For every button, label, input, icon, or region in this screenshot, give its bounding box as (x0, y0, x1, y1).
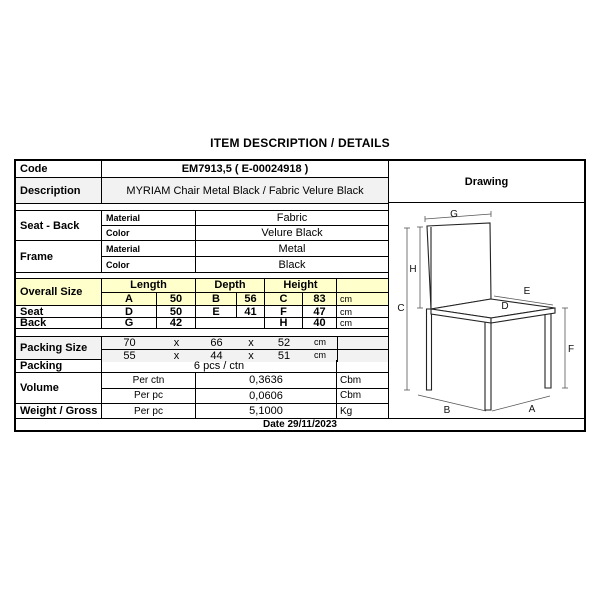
size-cell: A (102, 293, 157, 306)
row-back (16, 318, 388, 329)
depth-header: Depth (196, 279, 265, 292)
material-label: Material (102, 211, 196, 225)
dim-label-E: E (523, 286, 531, 297)
row-weight-gross (16, 404, 388, 418)
packing-size-row-1 (102, 337, 388, 349)
size-cell: G (102, 318, 157, 328)
packing-empty-cell (337, 337, 388, 349)
frame-color-row (102, 256, 388, 272)
per-pc-label: Per pc (102, 404, 196, 418)
size-empty-cell (196, 318, 265, 328)
chair-drawing (389, 203, 585, 418)
dim-label-G: G (450, 209, 458, 220)
unit-cell: Cbm (340, 390, 362, 402)
weight-value: 5,1000 (196, 404, 337, 418)
size-header-row (102, 279, 388, 292)
code-value: EM7913,5 ( E-00024918 ) (181, 163, 309, 175)
chair-right-leg (545, 309, 551, 388)
times-symbol: x (248, 350, 254, 362)
drawing-panel (388, 161, 584, 418)
height-header: Height (265, 279, 337, 292)
packing-value: 66 (210, 337, 223, 349)
size-cell: F (265, 306, 303, 317)
volume-per-ctn-row (102, 373, 388, 388)
size-cell: D (102, 306, 157, 317)
length-header: Length (102, 279, 196, 292)
seat-back-color-row (102, 225, 388, 240)
volume-per-pc-row (102, 388, 388, 404)
packing-value: 52 (277, 337, 291, 349)
packing-value: 44 (210, 350, 223, 362)
volume-per-ctn-value: 0,3636 (196, 373, 337, 388)
volume-per-pc-value: 0,0606 (196, 389, 337, 404)
size-cell: 40 (303, 318, 337, 328)
spacer-row (16, 204, 388, 211)
frame-color-value: Black (278, 258, 306, 271)
size-cell: B (196, 293, 237, 306)
date-row: Date 29/11/2023 (16, 418, 584, 430)
overall-size-label: Overall Size (16, 279, 102, 305)
chair-drawing-svg (389, 203, 585, 418)
unit-cell: cm (340, 306, 352, 317)
size-cell: 50 (157, 293, 196, 306)
per-ctn-label: Per ctn (102, 373, 196, 388)
back-label: Back (16, 318, 102, 328)
seat-label: Seat (16, 306, 102, 317)
row-overall-size (16, 279, 388, 306)
volume-label: Volume (16, 373, 102, 403)
spacer-row (16, 329, 388, 337)
weight-gross-label: Weight / Gross (16, 404, 102, 418)
unit-label: cm (314, 350, 326, 360)
size-cell: 47 (303, 306, 337, 317)
overall-size-values-row (102, 292, 388, 306)
packing-value: 6 pcs / ctn (102, 360, 337, 372)
packing-label: Packing (16, 360, 102, 372)
packing-size-label: Packing Size (16, 337, 102, 359)
row-packing-size (16, 337, 388, 360)
packing-dims (102, 337, 337, 349)
row-packing (16, 360, 388, 373)
dim-line-G (425, 214, 491, 219)
drawing-title: Drawing (389, 161, 584, 203)
frame-material-value: Metal (278, 242, 306, 255)
size-cell: 41 (237, 306, 265, 317)
page-title: ITEM DESCRIPTION / DETAILS (210, 136, 390, 150)
size-cell: H (265, 318, 303, 328)
seat-back-label: Seat - Back (16, 211, 102, 240)
dim-label-D: D (501, 301, 509, 312)
size-cell: 56 (237, 293, 265, 306)
size-header-empty-cell (337, 279, 388, 292)
size-cell: C (265, 293, 303, 306)
row-seat-back (16, 211, 388, 241)
seat-back-material-row (102, 211, 388, 225)
description-value: MYRIAM Chair Metal Black / Fabric Velure Black (126, 184, 364, 197)
code-label: Code (16, 161, 102, 177)
seat-back-color-value: Velure Black (261, 227, 323, 239)
per-pc-label: Per pc (102, 389, 196, 404)
row-code (16, 161, 388, 178)
chair-rear-left-leg (427, 309, 432, 390)
packing-value: 70 (123, 337, 136, 349)
size-cell: E (196, 306, 237, 317)
times-symbol: x (173, 350, 180, 362)
dim-label-F: F (567, 344, 575, 355)
packing-empty-cell (337, 360, 388, 372)
packing-value: 51 (277, 350, 291, 362)
unit-label: cm (314, 337, 326, 347)
frame-label: Frame (16, 241, 102, 272)
row-volume (16, 373, 388, 404)
dim-label-H: H (409, 264, 417, 275)
dim-label-B: B (443, 405, 451, 416)
unit-cell: Kg (340, 405, 353, 417)
seat-back-material-value: Fabric (276, 212, 308, 224)
dim-line-B (418, 395, 486, 411)
color-label: Color (102, 257, 196, 272)
chair-backrest (427, 223, 491, 309)
spec-table (14, 159, 586, 432)
row-description (16, 178, 388, 204)
dim-label-C: C (397, 303, 405, 314)
packing-value: 55 (123, 350, 136, 362)
material-label: Material (102, 241, 196, 256)
size-cell: 42 (157, 318, 196, 328)
chair-body (427, 223, 556, 410)
details-table (16, 161, 388, 418)
dim-label-A: A (528, 404, 536, 415)
frame-material-row (102, 241, 388, 256)
size-cell: 50 (157, 306, 196, 317)
color-label: Color (102, 226, 196, 240)
description-label: Description (16, 178, 102, 203)
times-symbol: x (173, 337, 180, 349)
unit-cell: cm (340, 293, 352, 304)
chair-front-leg (485, 320, 491, 410)
times-symbol: x (248, 337, 254, 349)
dim-line-A (492, 396, 550, 411)
size-cell: 83 (303, 293, 337, 306)
row-frame (16, 241, 388, 273)
row-seat (16, 306, 388, 318)
unit-cell: Cbm (340, 374, 362, 386)
unit-cell: cm (340, 318, 352, 328)
